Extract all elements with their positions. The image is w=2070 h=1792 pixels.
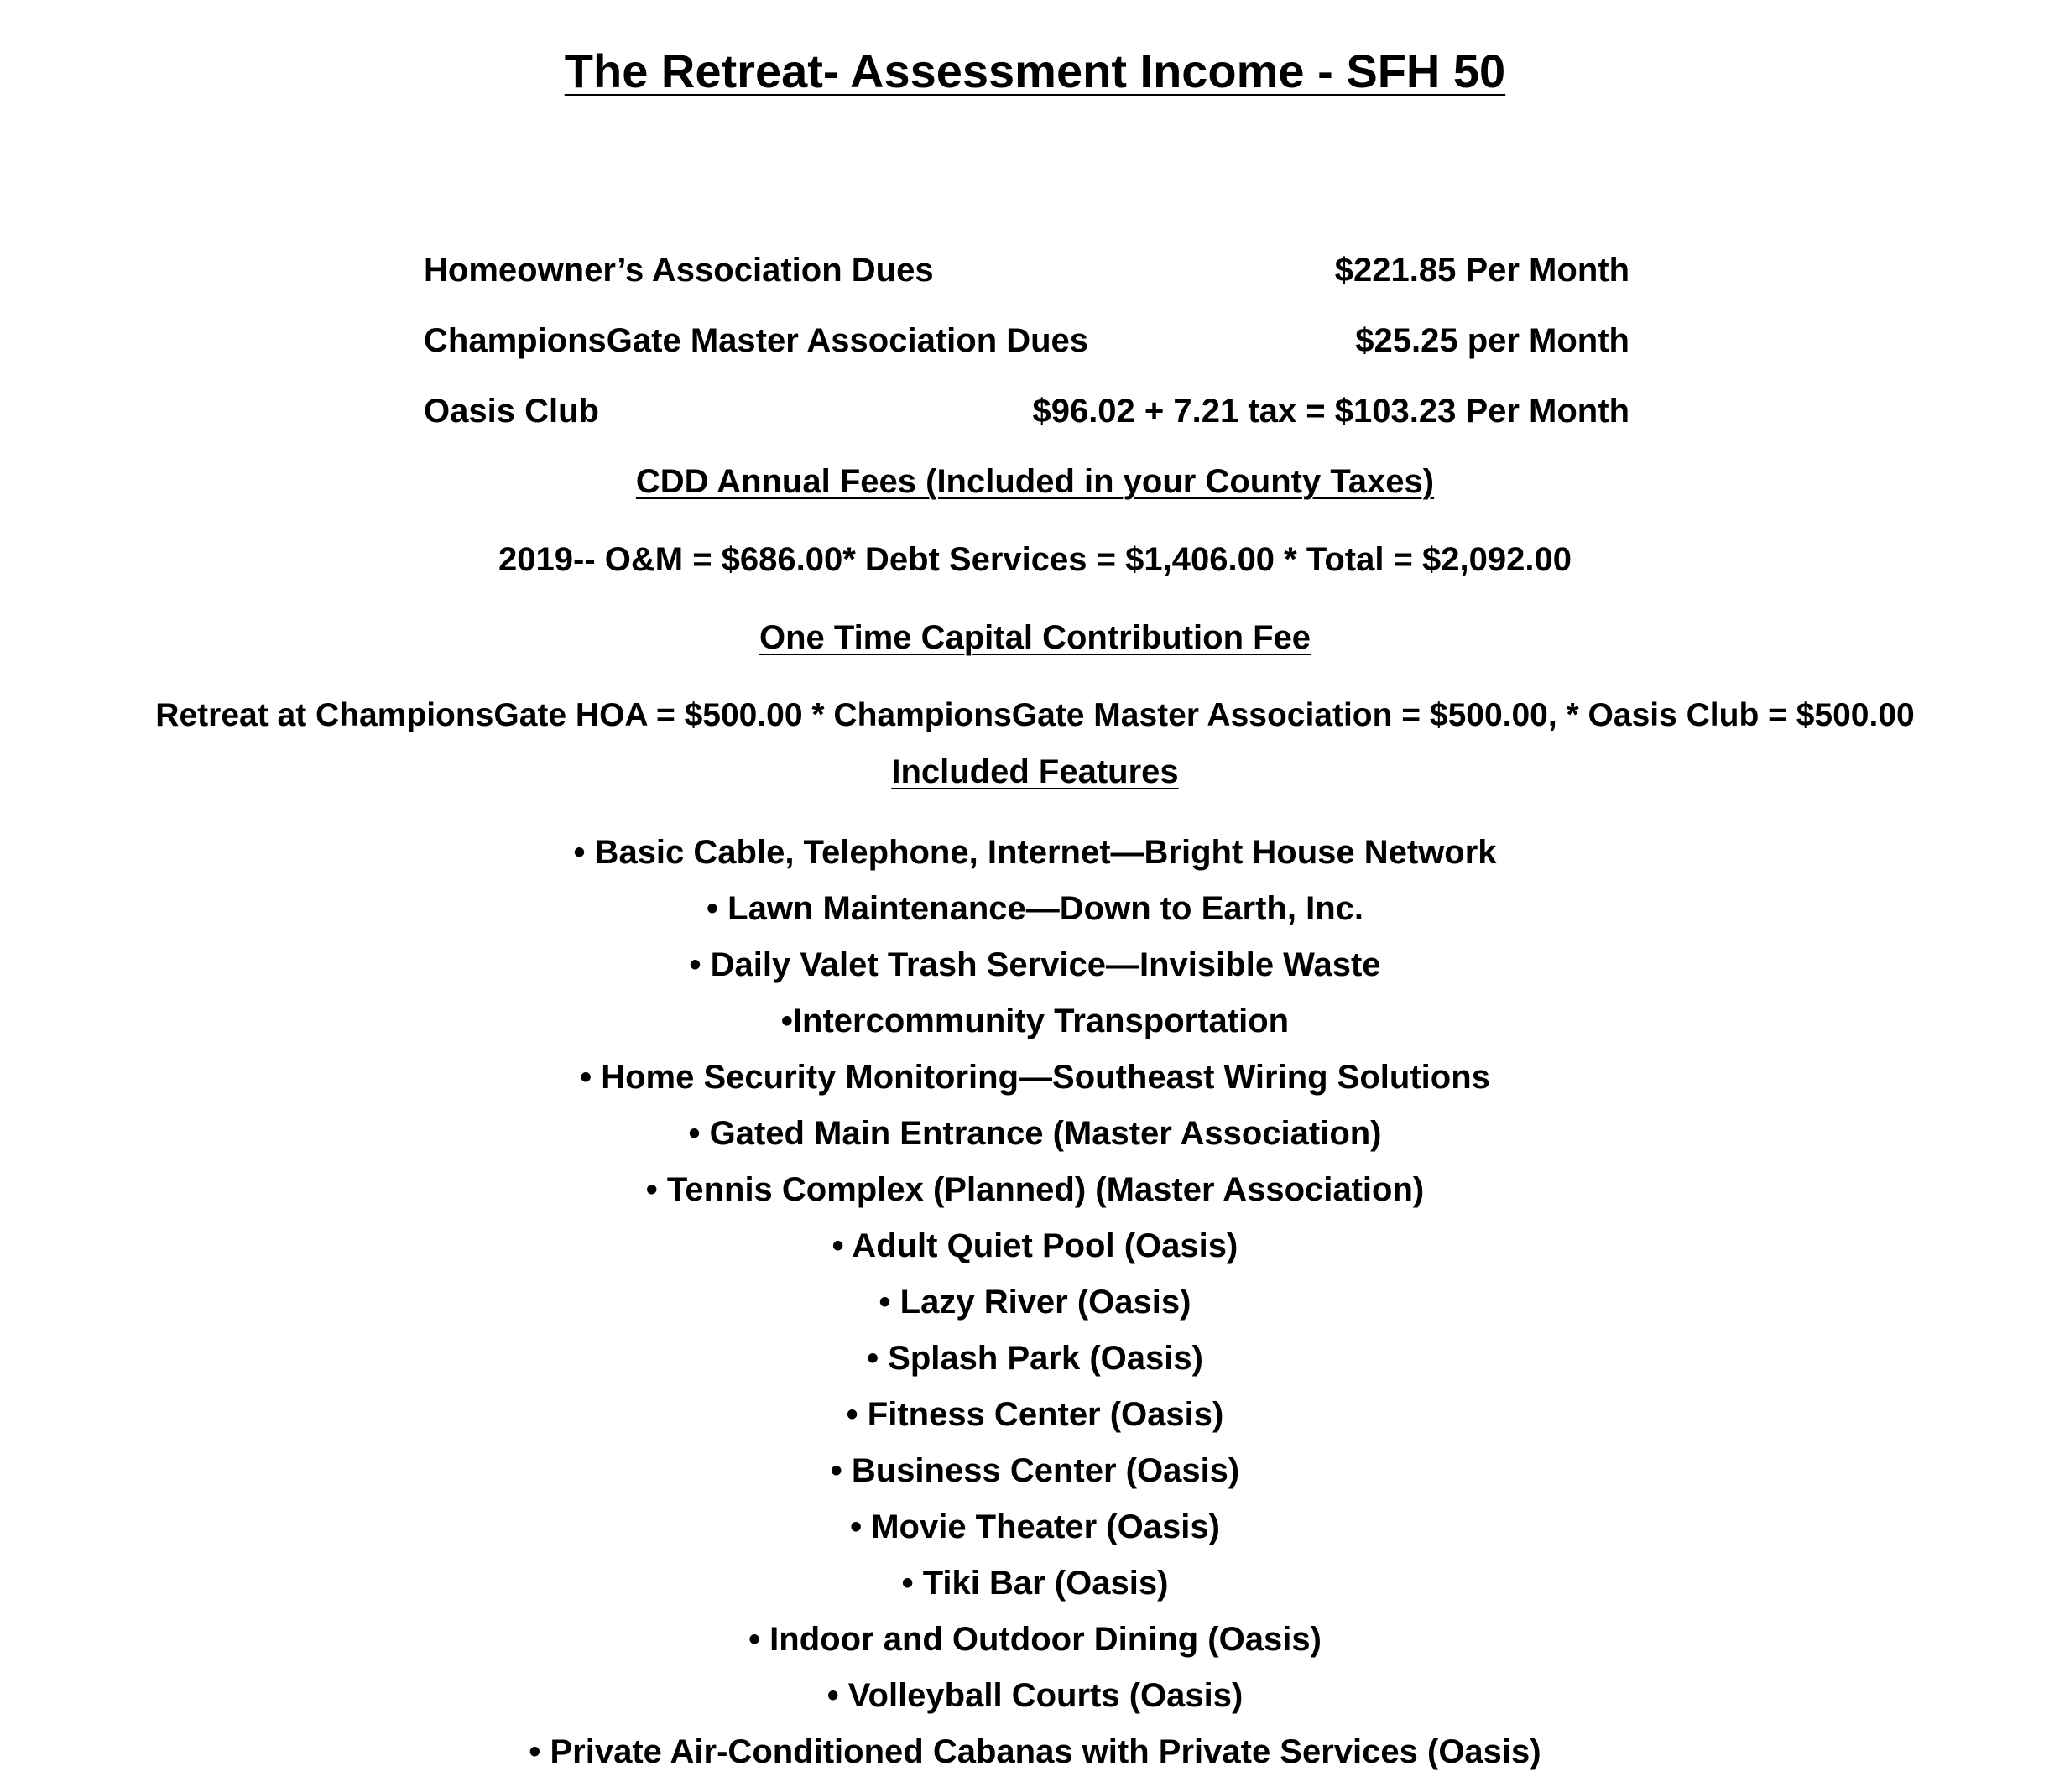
capital-fees-line: Retreat at ChampionsGate HOA = $500.00 * ChampionsGate Master Association = $500.00, * Oasis Club = $500.00 xyxy=(155,697,1915,733)
cdd-heading: CDD Annual Fees (Included in your County Taxes) xyxy=(635,463,1435,500)
features-list xyxy=(0,825,2070,1780)
features-heading: Included Features xyxy=(891,753,1179,790)
dues-value: $25.25 per Month xyxy=(1355,322,1629,359)
dues-value: $221.85 Per Month xyxy=(1334,252,1629,289)
feature-item: • Indoor and Outdoor Dining (Oasis) xyxy=(748,1621,1322,1658)
feature-item: • Tiki Bar (Oasis) xyxy=(901,1565,1169,1602)
feature-item: • Adult Quiet Pool (Oasis) xyxy=(832,1227,1238,1264)
feature-item: • Private Air-Conditioned Cabanas with Private Services (Oasis) xyxy=(529,1733,1541,1770)
feature-item: • Volleyball Courts (Oasis) xyxy=(826,1677,1244,1714)
feature-item: • Daily Valet Trash Service—Invisible Waste xyxy=(689,946,1381,983)
cdd-fees-line: 2019-- O&M = $686.00* Debt Services = $1,406.00 * Total = $2,092.00 xyxy=(498,541,1572,578)
feature-item: • Splash Park (Oasis) xyxy=(867,1340,1203,1377)
feature-item: • Gated Main Entrance (Master Association) xyxy=(688,1115,1382,1152)
feature-item: • Home Security Monitoring—Southeast Wiring Solutions xyxy=(580,1059,1490,1096)
dues-label: Homeowner’s Association Dues xyxy=(424,252,934,289)
feature-item: •Intercommunity Transportation xyxy=(780,1003,1290,1039)
feature-item: • Business Center (Oasis) xyxy=(830,1452,1240,1489)
feature-item: • Fitness Center (Oasis) xyxy=(846,1396,1224,1433)
feature-item: • Movie Theater (Oasis) xyxy=(850,1508,1220,1545)
feature-item: • Basic Cable, Telephone, Internet—Bright House Network xyxy=(573,834,1497,871)
dues-value: $96.02 + 7.21 tax = $103.23 Per Month xyxy=(1032,393,1629,430)
feature-item: • Tennis Complex (Planned) (Master Association) xyxy=(645,1171,1425,1208)
feature-item: • Lazy River (Oasis) xyxy=(879,1284,1191,1321)
dues-label: ChampionsGate Master Association Dues xyxy=(424,322,1089,359)
page-title: The Retreat- Assessment Income - SFH 50 xyxy=(564,44,1506,97)
dues-label: Oasis Club xyxy=(424,393,599,430)
capital-heading: One Time Capital Contribution Fee xyxy=(759,619,1311,656)
feature-item: • Lawn Maintenance—Down to Earth, Inc. xyxy=(707,890,1363,927)
